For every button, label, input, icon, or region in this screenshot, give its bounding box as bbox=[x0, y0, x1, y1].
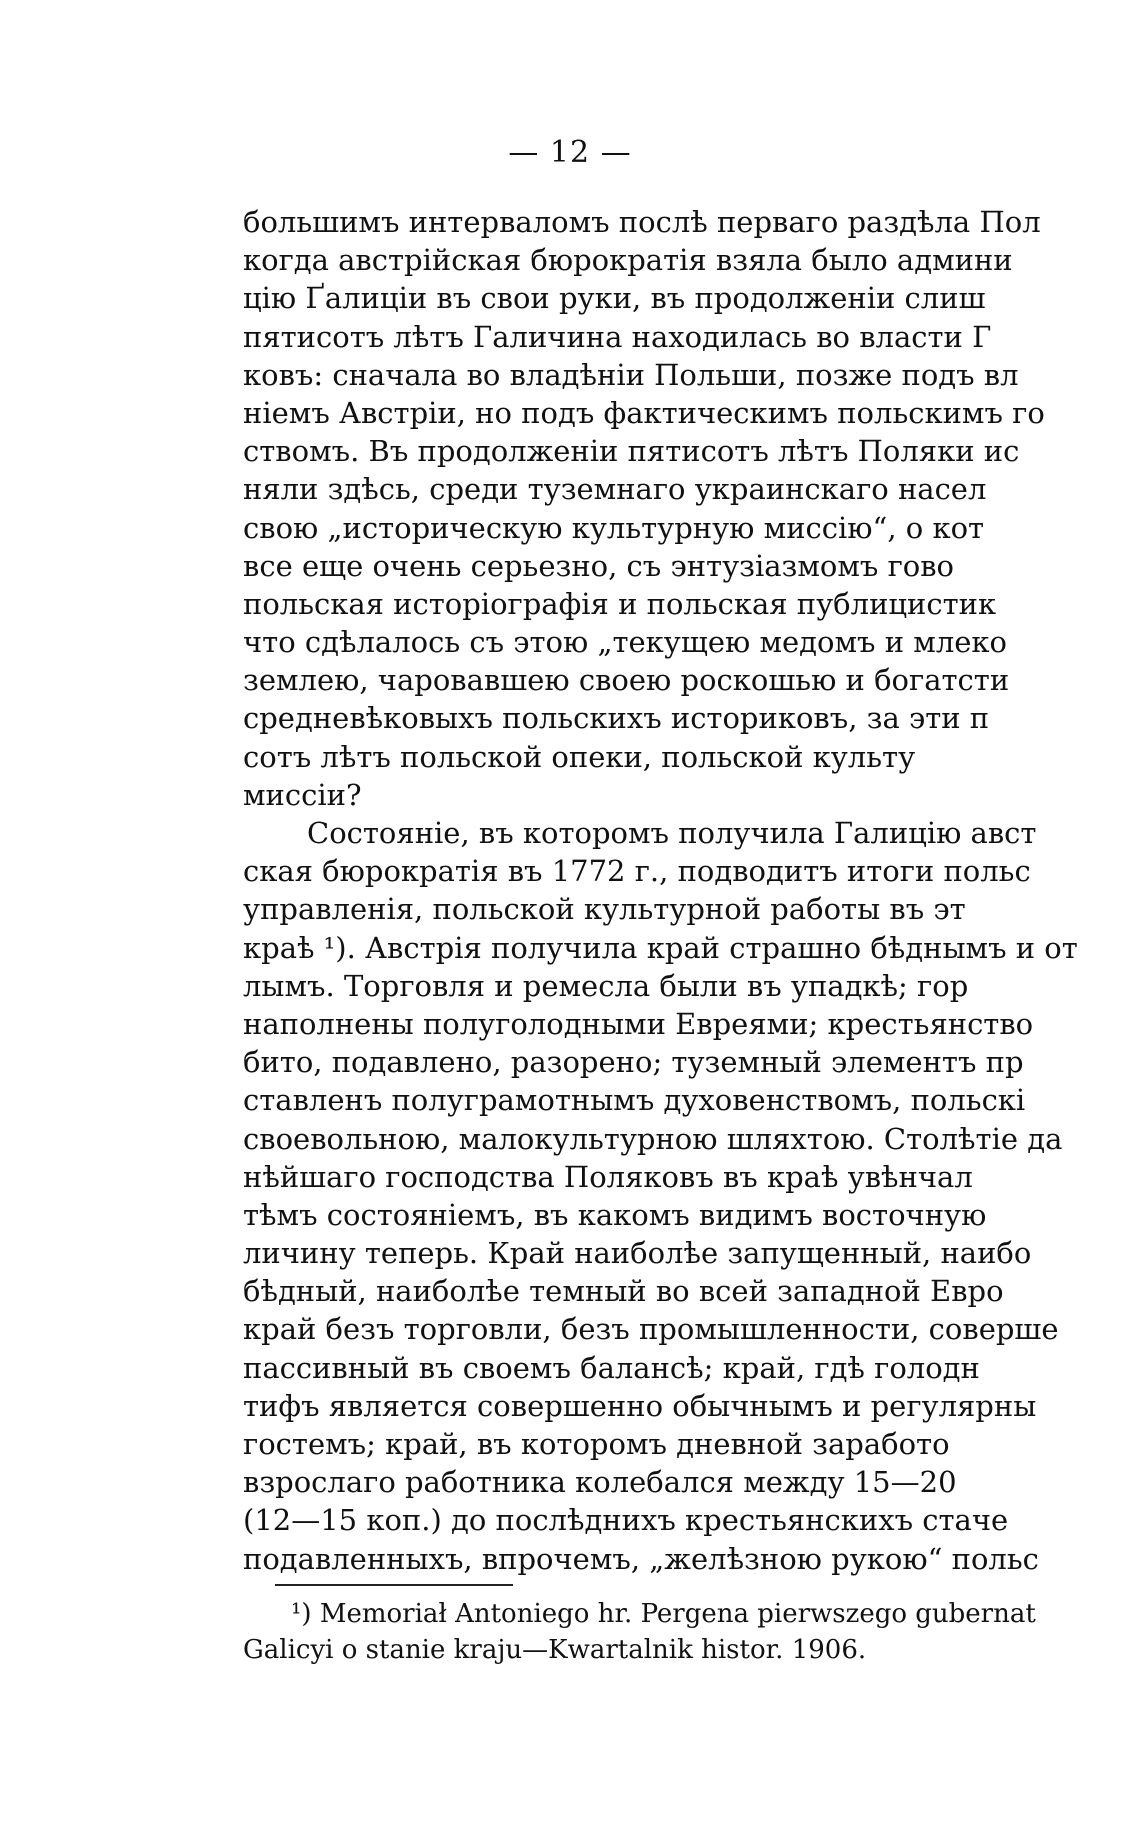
text-line: бито, подавлено, разорено; туземный элементъ пр bbox=[243, 1045, 1024, 1080]
text-line: подавленныхъ, впрочемъ, „желѣзною рукою“ польс bbox=[243, 1541, 1039, 1576]
footnote-line: ¹) Memoriał Antoniego hr. Pergena pierwszego gubernat bbox=[291, 1599, 1036, 1629]
text-line: большимъ интерваломъ послѣ перваго раздѣла Пол bbox=[243, 205, 1041, 239]
text-line: тифъ является совершенно обычнымъ и регулярны bbox=[243, 1388, 1037, 1423]
text-line: землею, чаровавшею своею роскошью и богатсти bbox=[243, 663, 1010, 698]
text-line: нѣйшаго господства Поляковъ въ краѣ увѣнчал bbox=[243, 1159, 973, 1194]
text-line: ставленъ полуграмотнымъ духовенствомъ, польскі bbox=[243, 1083, 1026, 1118]
text-line: сотъ лѣтъ польской опеки, польской культу bbox=[243, 739, 916, 774]
text-line: что сдѣлалось съ этою „текущею медомъ и млеко bbox=[243, 625, 1007, 660]
text-line: край безъ торговли, безъ промышленности, соверше bbox=[243, 1312, 1059, 1347]
text-line: наполнены полуголодными Евреями; крестьянство bbox=[243, 1006, 1034, 1041]
text-line: цію Ґалиціи въ свои руки, въ продолженіи слиш bbox=[243, 281, 986, 316]
text-line: своевольною, малокультурною шляхтою. Столѣтіе да bbox=[243, 1121, 1063, 1156]
text-line: средневѣковыхъ польскихъ историковъ, за эти п bbox=[243, 701, 990, 736]
text-line: лымъ. Торговля и ремесла были въ упадкѣ; гор bbox=[243, 968, 969, 1003]
footnotes bbox=[243, 1596, 1140, 1668]
text-line: тѣмъ состояніемъ, въ какомъ видимъ восточную bbox=[243, 1197, 987, 1232]
text-line: когда австрійская бюрократія взяла было админи bbox=[243, 243, 1013, 278]
text-line: ская бюрократія въ 1772 г., подводитъ итоги польс bbox=[243, 854, 1031, 889]
text-line: миссіи? bbox=[243, 777, 362, 812]
text-line: взрослаго работника колебался между 15—20 bbox=[243, 1465, 957, 1500]
text-line: гостемъ; край, въ которомъ дневной заработо bbox=[243, 1427, 950, 1461]
page-number: — 12 — bbox=[508, 135, 632, 170]
text-line: свою „историческую культурную миссію“, о кот bbox=[243, 510, 985, 545]
footnote-line: Galicyi o stanie kraju—Kwartalnik histor. 1906. bbox=[243, 1635, 867, 1665]
text-line: няли здѣсь, среди туземнаго украинскаго насел bbox=[243, 472, 987, 507]
text-line: пассивный въ своемъ балансѣ; край, гдѣ голодн bbox=[243, 1350, 980, 1385]
body-text bbox=[243, 203, 1140, 1578]
text-line: ковъ: сначала во владѣніи Польши, позже подъ вл bbox=[243, 357, 1019, 392]
text-line: краѣ ¹). Австрія получила край страшно бѣднымъ и от bbox=[243, 930, 1078, 965]
paragraph-start-line: Состояніе, въ которомъ получила Галицію авст bbox=[307, 816, 1037, 850]
text-line: управленія, польской культурной работы въ эт bbox=[243, 892, 966, 927]
text-line: польская исторіографія и польская публицистик bbox=[243, 586, 997, 621]
text-line: (12—15 коп.) до послѣднихъ крестьянскихъ стаче bbox=[243, 1503, 1009, 1538]
text-line: все еще очень серьезно, съ энтузіазмомъ гово bbox=[243, 548, 955, 583]
text-line: бѣдный, наиболѣе темный во всей западной Евро bbox=[243, 1274, 1004, 1309]
footnote-separator bbox=[275, 1584, 513, 1586]
text-line: ствомъ. Въ продолженіи пятисотъ лѣтъ Поляки ис bbox=[243, 434, 1020, 469]
text-line: ніемъ Австріи, но подъ фактическимъ польскимъ го bbox=[243, 395, 1045, 430]
text-line: личину теперь. Край наиболѣе запущенный, наибо bbox=[243, 1236, 1032, 1271]
text-line: пятисотъ лѣтъ Галичина находилась во власти Г bbox=[243, 319, 992, 354]
